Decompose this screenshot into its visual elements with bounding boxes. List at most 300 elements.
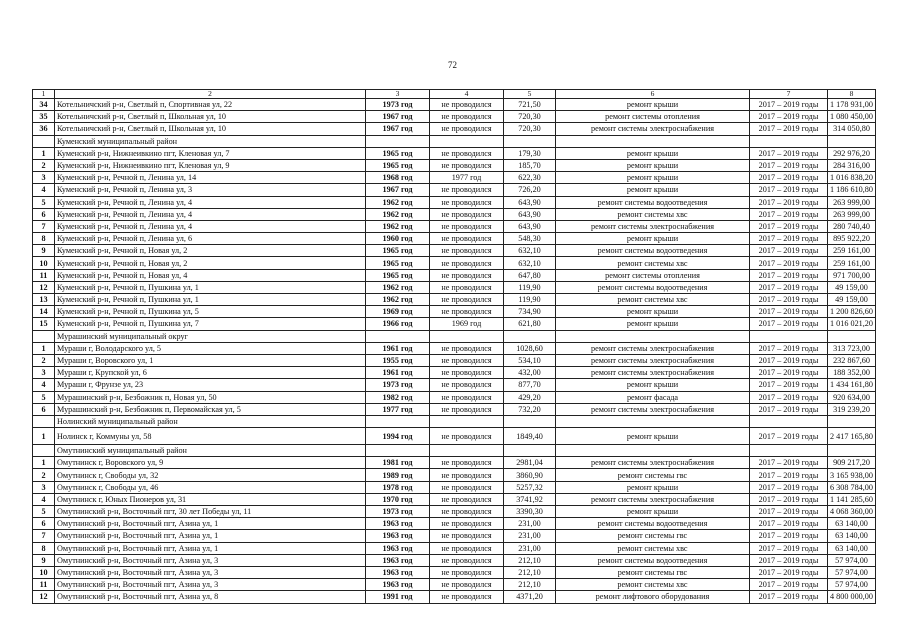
work-type-cell: ремонт системы электроснабжения (556, 367, 750, 379)
build-year-cell: 1973 год (366, 506, 430, 518)
last-overhaul-cell: не проводился (430, 220, 504, 232)
term-cell: 2017 – 2019 годы (750, 542, 828, 554)
row-number: 5 (33, 391, 55, 403)
section-blank-cell (828, 415, 876, 427)
section-blank-cell (556, 135, 750, 147)
build-year-cell: 1967 год (366, 184, 430, 196)
address-cell: Омутнинск г, Юных Пионеров ул, 31 (55, 493, 366, 505)
work-type-cell: ремонт системы водоотведения (556, 281, 750, 293)
build-year-cell: 1969 год (366, 306, 430, 318)
term-cell: 2017 – 2019 годы (750, 257, 828, 269)
work-type-cell: ремонт фасада (556, 391, 750, 403)
area-cell: 734,90 (504, 306, 556, 318)
section-blank-cell (33, 135, 55, 147)
build-year-cell: 1994 год (366, 428, 430, 445)
address-cell: Омутнинск г, Свободы ул, 32 (55, 469, 366, 481)
table-row (33, 469, 876, 481)
row-number: 3 (33, 481, 55, 493)
build-year-cell: 1965 год (366, 269, 430, 281)
address-cell: Мураши г, Воровского ул, 1 (55, 354, 366, 366)
address-cell: Омутнинский р-н, Восточный пгт, 30 лет Победы ул, 11 (55, 506, 366, 518)
table-row (33, 99, 876, 111)
address-cell: Мурашинский р-н, Безбожник п, Первомайская ул, 5 (55, 403, 366, 415)
cost-cell: 263 999,00 (828, 196, 876, 208)
row-number: 10 (33, 257, 55, 269)
work-type-cell: ремонт крыши (556, 233, 750, 245)
term-cell: 2017 – 2019 годы (750, 579, 828, 591)
term-cell: 2017 – 2019 годы (750, 481, 828, 493)
address-cell: Куменский р-н, Речной п, Ленина ул, 3 (55, 184, 366, 196)
term-cell: 2017 – 2019 годы (750, 457, 828, 469)
last-overhaul-cell: не проводился (430, 257, 504, 269)
cost-cell: 232 867,60 (828, 354, 876, 366)
row-number: 2 (33, 159, 55, 171)
build-year-cell: 1962 год (366, 281, 430, 293)
cost-cell: 1 434 161,80 (828, 379, 876, 391)
build-year-cell: 1963 год (366, 554, 430, 566)
cost-cell: 1 016 021,20 (828, 318, 876, 330)
section-title: Мурашинский муниципальный округ (55, 330, 366, 342)
build-year-cell: 1978 год (366, 481, 430, 493)
table-row (33, 184, 876, 196)
build-year-cell: 1955 год (366, 354, 430, 366)
build-year-cell: 1962 год (366, 294, 430, 306)
last-overhaul-cell: не проводился (430, 554, 504, 566)
term-cell: 2017 – 2019 годы (750, 294, 828, 306)
section-blank-cell (504, 445, 556, 457)
last-overhaul-cell: не проводился (430, 294, 504, 306)
table-row (33, 257, 876, 269)
build-year-cell: 1960 год (366, 233, 430, 245)
table-row (33, 196, 876, 208)
row-number: 14 (33, 306, 55, 318)
row-number: 4 (33, 379, 55, 391)
build-year-cell: 1973 год (366, 99, 430, 111)
section-blank-cell (366, 330, 430, 342)
table-row (33, 554, 876, 566)
term-cell: 2017 – 2019 годы (750, 99, 828, 111)
term-cell: 2017 – 2019 годы (750, 367, 828, 379)
address-cell: Омутнинский р-н, Восточный пгт, Азина ул, 1 (55, 530, 366, 542)
term-cell: 2017 – 2019 годы (750, 172, 828, 184)
area-cell: 231,00 (504, 542, 556, 554)
section-blank-cell (828, 445, 876, 457)
term-cell: 2017 – 2019 годы (750, 403, 828, 415)
address-cell: Куменский р-н, Речной п, Новая ул, 2 (55, 257, 366, 269)
table-row (33, 294, 876, 306)
last-overhaul-cell: не проводился (430, 367, 504, 379)
area-cell: 3390,30 (504, 506, 556, 518)
term-cell: 2017 – 2019 годы (750, 245, 828, 257)
table-row (33, 269, 876, 281)
last-overhaul-cell: не проводился (430, 342, 504, 354)
section-row (33, 330, 876, 342)
section-blank-cell (430, 445, 504, 457)
area-cell: 720,30 (504, 111, 556, 123)
section-blank-cell (366, 415, 430, 427)
section-blank-cell (504, 330, 556, 342)
area-cell: 632,10 (504, 257, 556, 269)
area-cell: 429,20 (504, 391, 556, 403)
row-number: 6 (33, 208, 55, 220)
row-number: 6 (33, 518, 55, 530)
table-row (33, 481, 876, 493)
cost-cell: 284 316,00 (828, 159, 876, 171)
address-cell: Омутнинск г, Свободы ул, 46 (55, 481, 366, 493)
table-row (33, 354, 876, 366)
table-row (33, 172, 876, 184)
work-type-cell: ремонт крыши (556, 428, 750, 445)
last-overhaul-cell: не проводился (430, 281, 504, 293)
table-row (33, 493, 876, 505)
table-row (33, 245, 876, 257)
row-number: 1 (33, 342, 55, 354)
last-overhaul-cell: не проводился (430, 147, 504, 159)
column-number: 4 (430, 90, 504, 99)
last-overhaul-cell: не проводился (430, 245, 504, 257)
section-blank-cell (33, 330, 55, 342)
area-cell: 632,10 (504, 245, 556, 257)
address-cell: Куменский р-н, Речной п, Ленина ул, 4 (55, 196, 366, 208)
table-row (33, 379, 876, 391)
cost-cell: 319 239,20 (828, 403, 876, 415)
address-cell: Мураши г, Фрунзе ул, 23 (55, 379, 366, 391)
cost-cell: 49 159,00 (828, 281, 876, 293)
row-number: 12 (33, 281, 55, 293)
cost-cell: 259 161,00 (828, 257, 876, 269)
last-overhaul-cell: не проводился (430, 208, 504, 220)
term-cell: 2017 – 2019 годы (750, 554, 828, 566)
section-row (33, 135, 876, 147)
cost-cell: 971 700,00 (828, 269, 876, 281)
work-type-cell: ремонт системы электроснабжения (556, 123, 750, 135)
address-cell: Омутнинский р-н, Восточный пгт, Азина ул, 3 (55, 554, 366, 566)
address-cell: Нолинск г, Коммуны ул, 58 (55, 428, 366, 445)
term-cell: 2017 – 2019 годы (750, 506, 828, 518)
address-cell: Котельничский р-н, Светлый п, Школьная ул, 10 (55, 111, 366, 123)
cost-cell: 63 140,00 (828, 542, 876, 554)
cost-cell: 6 308 784,00 (828, 481, 876, 493)
term-cell: 2017 – 2019 годы (750, 342, 828, 354)
row-number: 1 (33, 428, 55, 445)
table-row (33, 518, 876, 530)
section-blank-cell (430, 330, 504, 342)
term-cell: 2017 – 2019 годы (750, 111, 828, 123)
term-cell: 2017 – 2019 годы (750, 469, 828, 481)
section-blank-cell (556, 445, 750, 457)
build-year-cell: 1965 год (366, 147, 430, 159)
last-overhaul-cell: не проводился (430, 269, 504, 281)
address-cell: Куменский р-н, Речной п, Новая ул, 4 (55, 269, 366, 281)
row-number: 36 (33, 123, 55, 135)
row-number: 11 (33, 579, 55, 591)
term-cell: 2017 – 2019 годы (750, 518, 828, 530)
last-overhaul-cell: не проводился (430, 403, 504, 415)
cost-cell: 263 999,00 (828, 208, 876, 220)
row-number: 7 (33, 220, 55, 232)
area-cell: 643,90 (504, 196, 556, 208)
table-body (33, 90, 876, 604)
area-cell: 534,10 (504, 354, 556, 366)
section-blank-cell (430, 415, 504, 427)
row-number: 15 (33, 318, 55, 330)
cost-cell: 63 140,00 (828, 530, 876, 542)
work-type-cell: ремонт крыши (556, 318, 750, 330)
build-year-cell: 1963 год (366, 518, 430, 530)
term-cell: 2017 – 2019 годы (750, 281, 828, 293)
row-number: 7 (33, 530, 55, 542)
term-cell: 2017 – 2019 годы (750, 493, 828, 505)
column-number: 5 (504, 90, 556, 99)
row-number: 4 (33, 184, 55, 196)
cost-cell: 1 080 450,00 (828, 111, 876, 123)
last-overhaul-cell: не проводился (430, 506, 504, 518)
term-cell: 2017 – 2019 годы (750, 196, 828, 208)
cost-cell: 259 161,00 (828, 245, 876, 257)
last-overhaul-cell: не проводился (430, 159, 504, 171)
section-blank-cell (33, 415, 55, 427)
address-cell: Омутнинский р-н, Восточный пгт, Азина ул, 1 (55, 518, 366, 530)
cost-cell: 292 976,20 (828, 147, 876, 159)
row-number: 9 (33, 554, 55, 566)
area-cell: 5257,32 (504, 481, 556, 493)
address-cell: Омутнинский р-н, Восточный пгт, Азина ул, 3 (55, 579, 366, 591)
cost-cell: 909 217,20 (828, 457, 876, 469)
build-year-cell: 1962 год (366, 196, 430, 208)
address-cell: Мурашинский р-н, Безбожник п, Новая ул, 50 (55, 391, 366, 403)
cost-cell: 4 800 000,00 (828, 591, 876, 603)
build-year-cell: 1981 год (366, 457, 430, 469)
work-type-cell: ремонт системы отопления (556, 111, 750, 123)
cost-cell: 63 140,00 (828, 518, 876, 530)
last-overhaul-cell: не проводился (430, 457, 504, 469)
table-row (33, 542, 876, 554)
address-cell: Котельничский р-н, Светлый п, Школьная ул, 10 (55, 123, 366, 135)
last-overhaul-cell: не проводился (430, 542, 504, 554)
cost-cell: 1 178 931,00 (828, 99, 876, 111)
table-row (33, 123, 876, 135)
table-row (33, 457, 876, 469)
work-type-cell: ремонт системы отопления (556, 269, 750, 281)
last-overhaul-cell: не проводился (430, 579, 504, 591)
area-cell: 2981,04 (504, 457, 556, 469)
address-cell: Куменский р-н, Речной п, Ленина ул, 4 (55, 208, 366, 220)
term-cell: 2017 – 2019 годы (750, 147, 828, 159)
section-blank-cell (828, 135, 876, 147)
last-overhaul-cell: не проводился (430, 354, 504, 366)
section-blank-cell (556, 415, 750, 427)
work-type-cell: ремонт системы хвс (556, 257, 750, 269)
work-type-cell: ремонт системы электроснабжения (556, 342, 750, 354)
last-overhaul-cell: не проводился (430, 469, 504, 481)
build-year-cell: 1962 год (366, 208, 430, 220)
table-row (33, 367, 876, 379)
area-cell: 212,10 (504, 579, 556, 591)
table-row (33, 111, 876, 123)
address-cell: Куменский р-н, Речной п, Ленина ул, 4 (55, 220, 366, 232)
term-cell: 2017 – 2019 годы (750, 269, 828, 281)
build-year-cell: 1966 год (366, 318, 430, 330)
section-title: Нолинский муниципальный район (55, 415, 366, 427)
term-cell: 2017 – 2019 годы (750, 318, 828, 330)
address-cell: Омутнинский р-н, Восточный пгт, Азина ул, 3 (55, 566, 366, 578)
work-type-cell: ремонт крыши (556, 159, 750, 171)
last-overhaul-cell: не проводился (430, 391, 504, 403)
address-cell: Мураши г, Крупской ул, 6 (55, 367, 366, 379)
area-cell: 721,50 (504, 99, 556, 111)
area-cell: 3860,90 (504, 469, 556, 481)
area-cell: 179,30 (504, 147, 556, 159)
build-year-cell: 1962 год (366, 220, 430, 232)
address-cell: Омутнинский р-н, Восточный пгт, Азина ул, 1 (55, 542, 366, 554)
row-number: 13 (33, 294, 55, 306)
build-year-cell: 1967 год (366, 111, 430, 123)
area-cell: 212,10 (504, 554, 556, 566)
cost-cell: 57 974,00 (828, 566, 876, 578)
row-number: 35 (33, 111, 55, 123)
table-row (33, 306, 876, 318)
area-cell: 726,20 (504, 184, 556, 196)
address-cell: Мураши г, Володарского ул, 5 (55, 342, 366, 354)
work-type-cell: ремонт системы хвс (556, 542, 750, 554)
term-cell: 2017 – 2019 годы (750, 208, 828, 220)
area-cell: 622,30 (504, 172, 556, 184)
address-cell: Куменский р-н, Речной п, Пушкина ул, 7 (55, 318, 366, 330)
work-type-cell: ремонт системы гвс (556, 469, 750, 481)
table-row (33, 208, 876, 220)
table-row (33, 506, 876, 518)
area-cell: 231,00 (504, 518, 556, 530)
cost-cell: 1 186 610,80 (828, 184, 876, 196)
work-type-cell: ремонт системы гвс (556, 530, 750, 542)
build-year-cell: 1991 год (366, 591, 430, 603)
build-year-cell: 1989 год (366, 469, 430, 481)
row-number: 8 (33, 233, 55, 245)
work-type-cell: ремонт крыши (556, 481, 750, 493)
section-blank-cell (430, 135, 504, 147)
area-cell: 720,30 (504, 123, 556, 135)
address-cell: Куменский р-н, Речной п, Ленина ул, 6 (55, 233, 366, 245)
cost-cell: 1 016 838,20 (828, 172, 876, 184)
build-year-cell: 1965 год (366, 159, 430, 171)
work-type-cell: ремонт системы электроснабжения (556, 457, 750, 469)
area-cell: 119,90 (504, 281, 556, 293)
area-cell: 212,10 (504, 566, 556, 578)
section-row (33, 445, 876, 457)
column-number: 6 (556, 90, 750, 99)
work-type-cell: ремонт крыши (556, 306, 750, 318)
cost-cell: 314 050,80 (828, 123, 876, 135)
area-cell: 643,90 (504, 208, 556, 220)
area-cell: 119,90 (504, 294, 556, 306)
area-cell: 647,80 (504, 269, 556, 281)
column-number: 1 (33, 90, 55, 99)
section-blank-cell (366, 135, 430, 147)
section-blank-cell (750, 415, 828, 427)
section-blank-cell (366, 445, 430, 457)
cost-cell: 1 200 826,60 (828, 306, 876, 318)
build-year-cell: 1965 год (366, 245, 430, 257)
term-cell: 2017 – 2019 годы (750, 159, 828, 171)
last-overhaul-cell: не проводился (430, 566, 504, 578)
cost-cell: 2 417 165,80 (828, 428, 876, 445)
table-row (33, 579, 876, 591)
term-cell: 2017 – 2019 годы (750, 123, 828, 135)
section-blank-cell (750, 445, 828, 457)
area-cell: 4371,20 (504, 591, 556, 603)
build-year-cell: 1961 год (366, 342, 430, 354)
work-type-cell: ремонт крыши (556, 99, 750, 111)
last-overhaul-cell: не проводился (430, 530, 504, 542)
last-overhaul-cell: 1977 год (430, 172, 504, 184)
section-row (33, 415, 876, 427)
section-blank-cell (504, 135, 556, 147)
address-cell: Куменский р-н, Речной п, Пушкина ул, 1 (55, 294, 366, 306)
address-cell: Котельничский р-н, Светлый п, Спортивная ул, 22 (55, 99, 366, 111)
row-number: 1 (33, 457, 55, 469)
work-type-cell: ремонт крыши (556, 379, 750, 391)
section-blank-cell (33, 445, 55, 457)
address-cell: Омутнинск г, Воровского ул, 9 (55, 457, 366, 469)
build-year-cell: 1968 год (366, 172, 430, 184)
page-number: 72 (448, 60, 457, 70)
table-row (33, 233, 876, 245)
area-cell: 1028,60 (504, 342, 556, 354)
term-cell: 2017 – 2019 годы (750, 354, 828, 366)
row-number: 12 (33, 591, 55, 603)
build-year-cell: 1965 год (366, 257, 430, 269)
area-cell: 231,00 (504, 530, 556, 542)
cost-cell: 49 159,00 (828, 294, 876, 306)
area-cell: 185,70 (504, 159, 556, 171)
last-overhaul-cell: не проводился (430, 233, 504, 245)
last-overhaul-cell: не проводился (430, 493, 504, 505)
section-blank-cell (556, 330, 750, 342)
area-cell: 732,20 (504, 403, 556, 415)
section-blank-cell (828, 330, 876, 342)
last-overhaul-cell: 1969 год (430, 318, 504, 330)
term-cell: 2017 – 2019 годы (750, 391, 828, 403)
build-year-cell: 1963 год (366, 566, 430, 578)
work-type-cell: ремонт лифтового оборудования (556, 591, 750, 603)
term-cell: 2017 – 2019 годы (750, 184, 828, 196)
build-year-cell: 1963 год (366, 542, 430, 554)
column-number: 2 (55, 90, 366, 99)
address-cell: Куменский р-н, Речной п, Пушкина ул, 1 (55, 281, 366, 293)
term-cell: 2017 – 2019 годы (750, 379, 828, 391)
row-number: 10 (33, 566, 55, 578)
column-number-row (33, 90, 876, 99)
table-row (33, 147, 876, 159)
row-number: 5 (33, 196, 55, 208)
term-cell: 2017 – 2019 годы (750, 428, 828, 445)
work-type-cell: ремонт системы хвс (556, 579, 750, 591)
last-overhaul-cell: не проводился (430, 99, 504, 111)
work-type-cell: ремонт крыши (556, 172, 750, 184)
work-type-cell: ремонт системы электроснабжения (556, 493, 750, 505)
work-type-cell: ремонт системы электроснабжения (556, 403, 750, 415)
row-number: 5 (33, 506, 55, 518)
row-number: 2 (33, 354, 55, 366)
table-row (33, 591, 876, 603)
cost-cell: 188 352,00 (828, 367, 876, 379)
last-overhaul-cell: не проводился (430, 306, 504, 318)
cost-cell: 3 165 938,00 (828, 469, 876, 481)
cost-cell: 57 974,00 (828, 579, 876, 591)
work-type-cell: ремонт системы водоотведения (556, 518, 750, 530)
build-year-cell: 1970 год (366, 493, 430, 505)
area-cell: 621,80 (504, 318, 556, 330)
